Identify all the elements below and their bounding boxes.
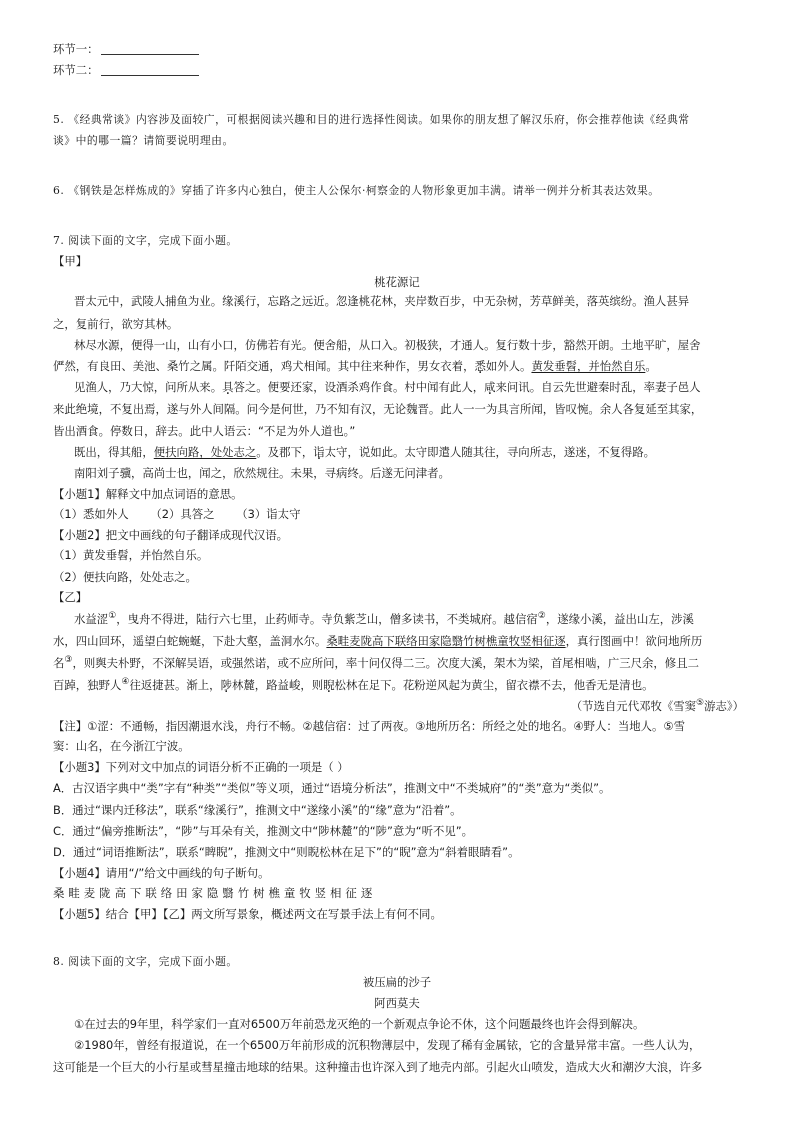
yi-line2: 水，四山回环，遥望白蛇蜿蜒，下赴大壑，盖洞水尔。桑畦麦陇高下联络田家隐翳竹树樵童牧竖相征逐，真行图画中！欲问地所历 [53, 634, 703, 648]
dotted-word-zhi: 陟 [220, 678, 232, 692]
dotted-word-ju: 具 [222, 380, 234, 394]
question-6: 6. 《钢铁是怎样炼成的》穿插了许多内心独白，使主人公保尔·柯察金的人物形象更加丰满。请举一例并分析其表达效果。 [53, 184, 660, 197]
subquestion-3: 【小题3】下列对文中加点的词语分析不正确的一项是（ ） [53, 760, 349, 774]
subquestion-5: 【小题5】结合【甲】【乙】两文所写景象，概述两文在写景手法上有何不同。 [53, 907, 442, 921]
passage-author: 阿西莫夫 [374, 996, 420, 1010]
question-7-intro: 7. 阅读下面的文字，完成下面小题。 [53, 234, 238, 247]
q8-para1: ①在过去的9年里，科学家们一直对6500万年前恐龙灭绝的一个新观点争论不休，这个问题最终也许会得到解决。 [74, 1017, 645, 1031]
yi-line4: 百踔，独野人④往返捷甚。渐上，陟林麓，路益峻，则睨松林在足下。花粉逆风起为黄尘，留衣襟不去，他香无是清也。 [53, 677, 654, 692]
step2-label: 环节二： [53, 63, 99, 77]
subquestion-4-sentence: 桑畦麦陇高下联络田家隐翳竹树樵童牧竖相征逐 [53, 886, 377, 900]
question-5-cont: 谈》中的哪一篇？请简要说明理由。 [53, 134, 234, 147]
jia-para2-line2: 俨然，有良田、美池、桑竹之属。阡陌交通，鸡犬相闻。其中往来种作，男女衣着，悉如外人。黄发垂髫，并怡然自乐。 [53, 359, 657, 373]
subquestion-3-option-c[interactable]: C．通过“偏旁推断法”，“陟”与耳朵有关，推测文中“陟林麓”的“陟”意为“听不见”。 [53, 824, 474, 838]
underlined-sentence-3: 桑畦麦陇高下联络田家隐翳竹树樵童牧竖相征逐 [326, 634, 566, 648]
yi-line3: 名③，则舆夫朴野，不深解吴语，或强然诺，或不应所问，率十问仅得二三。次度大溪，架木为梁，首尾相啮，广三尺余，修且二 [53, 655, 699, 670]
passage-title-taohuayuan: 桃花源记 [374, 275, 420, 289]
jia-para5: 南阳刘子骥，高尚士也，闻之，欣然规往。未果，寻病终。后遂无问津者。 [74, 466, 450, 480]
jia-para1-line1: 晋太元中，武陵人捕鱼为业。缘溪行，忘路之远近。忽逢桃花林，夹岸数百步，中无杂树，芳草鲜美，落英缤纷。渔人甚异 [74, 294, 690, 308]
jia-para3-line2: 来此绝境，不复出焉，遂与外人间隔。问今是何世，乃不知有汉，无论魏晋。此人一一为具言所闻，皆叹惋。余人各复延至其家， [53, 402, 703, 416]
subquestion-4: 【小题4】请用“/”给文中画线的句子断句。 [53, 866, 270, 880]
jia-para2-line1: 林尽水源，便得一山，山有小口，仿佛若有光。便舍船，从口入。初极狭，才通人。复行数十步，豁然开朗。土地平旷，屋舍 [74, 338, 701, 352]
underlined-sentence-2: 便扶向路，处处志之 [153, 445, 257, 459]
step1-label: 环节一： [53, 42, 99, 56]
yi-line1: 水益涩①，曳舟不得进，陆行六七里，止药师寺。寺负紫芝山，僧多读书，不类城府。越信宿②，遂缘小溪，益出山左，涉溪 [74, 611, 694, 626]
yi-notes-line1: 【注】①涩：不通畅，指因潮退水浅，舟行不畅。②越信宿：过了两夜。③地所历名：所经之处的地名。④野人：当地人。⑤雪 [53, 719, 685, 733]
underlined-sentence-1: 黄发垂髫，并怡然自乐 [531, 359, 646, 373]
step1-answer-blank[interactable] [101, 42, 199, 55]
jia-para3-line3: 皆出酒食。停数日，辞去。此中人语云：“不足为外人道也。” [53, 424, 356, 438]
dotted-word-xi: 悉 [474, 359, 486, 373]
subquestion-1-items: （1）悉如外人 （2）具答之 （3）诣太守 [53, 507, 301, 521]
jia-para4: 既出，得其船，便扶向路，处处志之。及郡下，诣太守，说如此。太守即遣人随其往，寻向所志，遂迷，不复得路。 [74, 445, 655, 459]
subquestion-2-item1: （1）黄发垂髫，并怡然自乐。 [53, 548, 209, 562]
passage-title-sand: 被压扁的沙子 [362, 975, 432, 989]
yi-notes-line2: 窦：山名，在今浙江宁波。 [53, 739, 190, 753]
subquestion-3-option-d[interactable]: D．通过“词语推断法”，联系“睥睨”，推测文中“则睨松林在足下”的“睨”意为“斜着眼睛看”。 [53, 845, 520, 859]
dotted-word-xian: 咸 [484, 380, 496, 394]
jia-para1-line2: 之，复前行，欲穷其林。 [53, 317, 179, 331]
q8-para2-line2: 这可能是一个巨大的小行星或彗星撞击地球的结果。这种撞击也许深入到了地壳内部。引起火山喷发，造成大火和潮汐大浪，许多 [53, 1060, 703, 1074]
subquestion-3-option-a[interactable]: A．古汉语字典中“类”字有“种类”“类似”等义项，通过“语境分析法”，推测文中“不类城府”的“类”意为“类似”。 [53, 781, 611, 795]
dotted-word-ni: 睨 [323, 678, 335, 692]
jia-para3-line1: 见渔人，乃大惊，问所从来。具答之。便要还家，设酒杀鸡作食。村中闻有此人，咸来问讯。自云先世避秦时乱，率妻子邑人 [74, 380, 701, 394]
q8-para2-line1: ②1980年，曾经有报道说，在一个6500万年前形成的沉积物薄层中，发现了稀有金属铱，它的含量异常丰富。一些人认为， [74, 1038, 701, 1052]
section-yi-label: 【乙】 [53, 590, 88, 604]
dotted-word-yi: 诣 [313, 445, 325, 459]
step2-answer-blank[interactable] [101, 63, 199, 76]
step2-line [53, 61, 744, 79]
subquestion-2: 【小题2】把文中画线的句子翻译成现代汉语。 [53, 528, 289, 542]
question-8-intro: 8. 阅读下面的文字，完成下面小题。 [53, 955, 238, 968]
subquestion-3-option-b[interactable]: B．通过“课内迁移法”，联系“缘溪行”，推测文中“遂缘小溪”的“缘”意为“沿着”。 [53, 803, 462, 817]
yi-source: （节选自元代邓牧《雪窦⑤游志》） [570, 698, 744, 713]
section-jia-label: 【甲】 [53, 254, 88, 268]
question-5: 5. 《经典常谈》内容涉及面较广，可根据阅读兴趣和目的进行选择性阅读。如果你的朋友想了解汉乐府，你会推荐他读《经典常 [53, 113, 690, 126]
subquestion-1: 【小题1】解释文中加点词语的意思。 [53, 487, 243, 501]
step1-line [53, 40, 744, 58]
subquestion-2-item2: （2）便扶向路，处处志之。 [53, 570, 197, 584]
